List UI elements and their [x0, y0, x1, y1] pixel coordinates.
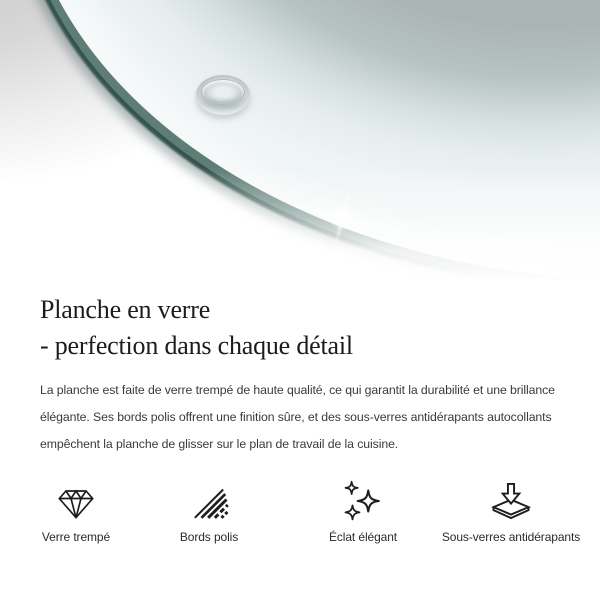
feature-label: Verre trempé: [41, 530, 111, 544]
feature-tempered-glass: [1, 478, 151, 544]
page-title: [40, 292, 560, 364]
silicone-pad-top: [201, 79, 245, 105]
text-block: [0, 282, 600, 458]
polished-edges-icon: [189, 482, 229, 522]
non-slip-pads-icon: [490, 480, 532, 522]
feature-label: Éclat élégant: [328, 530, 398, 544]
feature-polished-edges: [134, 478, 284, 544]
title-line-1: Planche en verre: [40, 295, 211, 324]
product-photo: [0, 0, 600, 282]
title-line-2: - perfection dans chaque détail: [40, 331, 353, 360]
feature-non-slip-pads: [426, 478, 596, 544]
product-description: La planche est faite de verre trempé de haute qualité, ce qui garantit la durabilité et une brillance élégante. Ses bords polis offrent une finition sûre, et des sous-verres antidérapants autocollants empêchent la planche de glisser sur le plan de travail de la cuisine.: [40, 383, 555, 451]
features-row: [0, 478, 600, 558]
feature-elegant-shine: [288, 478, 438, 544]
feature-label: Bords polis: [179, 530, 239, 544]
sparkles-icon: [342, 480, 384, 522]
non-slip-silicone-pad: [196, 75, 250, 115]
glint-sparkle-small: [262, 217, 304, 259]
feature-label: Sous-verres antidérapants: [441, 530, 581, 544]
diamond-icon: [56, 485, 96, 522]
